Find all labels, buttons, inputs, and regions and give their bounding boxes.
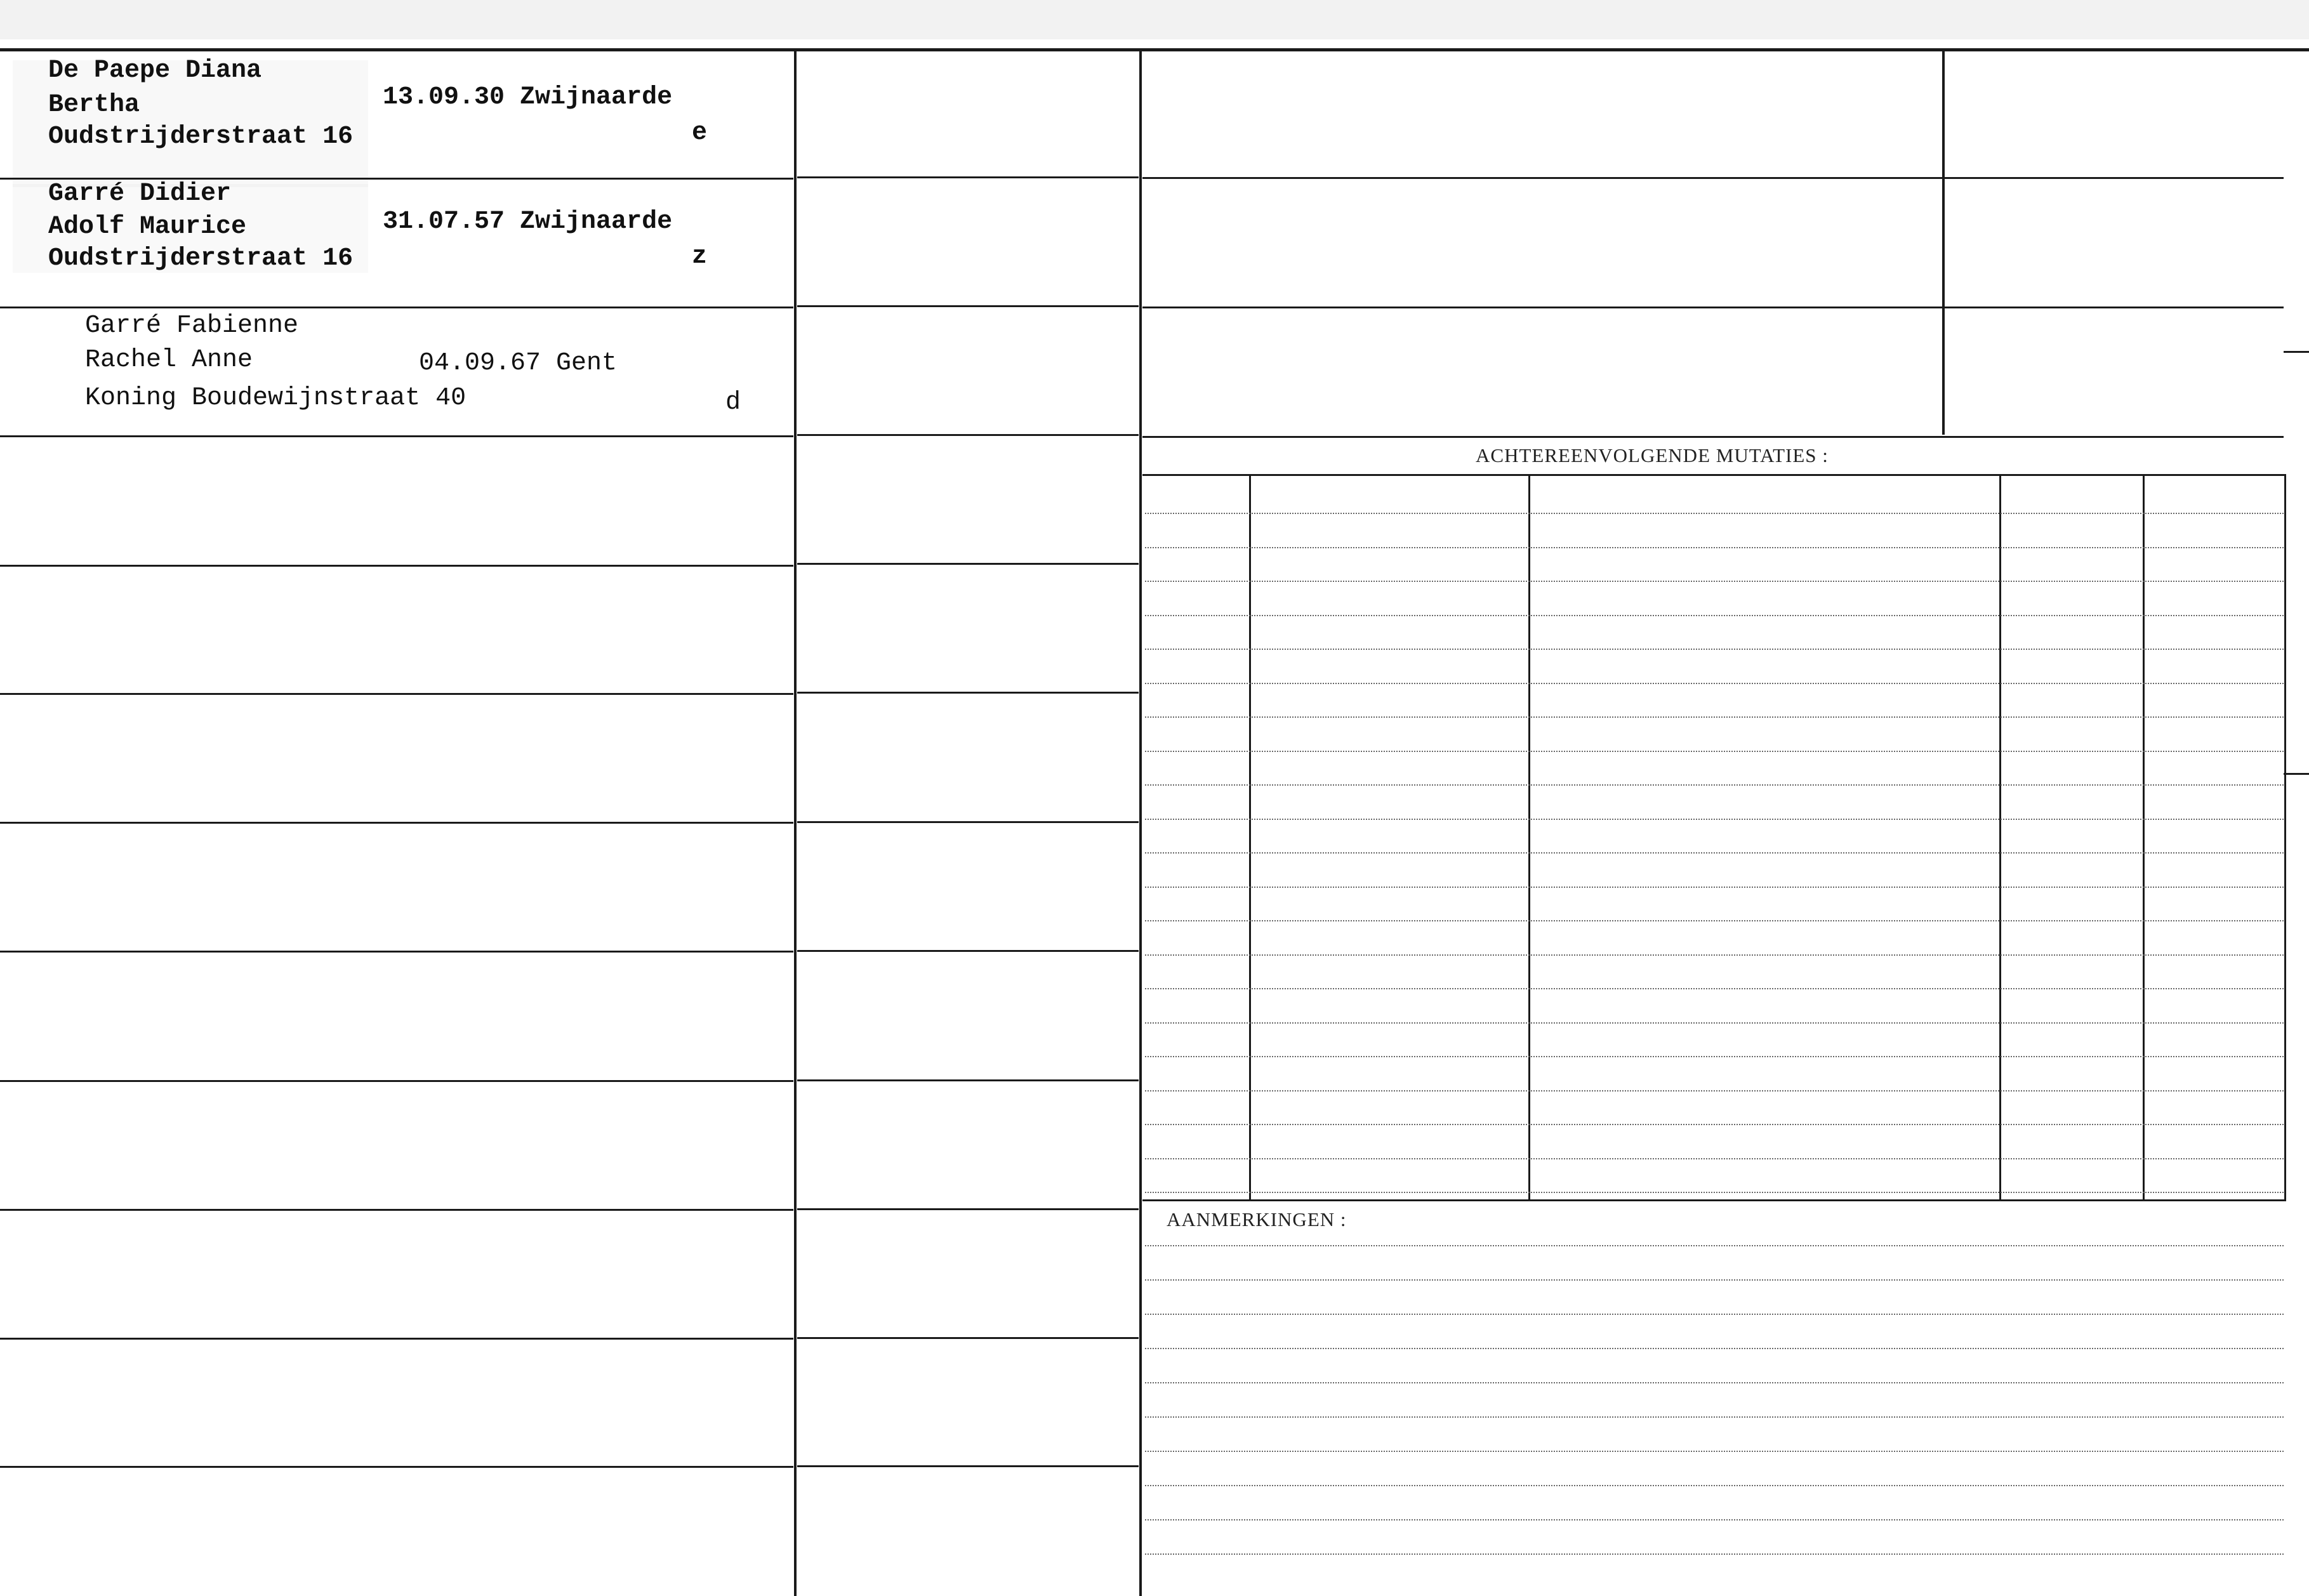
record-3-code: d bbox=[725, 388, 741, 417]
row-line bbox=[0, 1080, 793, 1082]
row-line bbox=[797, 1208, 1139, 1210]
mutation-ruled-line bbox=[1145, 784, 2284, 786]
row-line bbox=[797, 1079, 1139, 1081]
remark-ruled-line bbox=[1145, 1485, 2284, 1486]
remark-ruled-line bbox=[1145, 1348, 2284, 1349]
mutation-ruled-line bbox=[1145, 954, 2284, 956]
top-rule bbox=[0, 48, 2309, 51]
mutations-top-rule bbox=[1142, 474, 2286, 476]
margin-tick bbox=[2284, 773, 2309, 775]
remark-ruled-line bbox=[1145, 1416, 2284, 1418]
record-1-birth: 13.09.30 Zwijnaarde bbox=[383, 83, 673, 112]
mutations-bottom-rule bbox=[1142, 1199, 2286, 1201]
mutation-ruled-line bbox=[1145, 649, 2284, 650]
mutations-col-line bbox=[2284, 476, 2286, 1199]
mutation-ruled-line bbox=[1145, 581, 2284, 582]
remark-ruled-line bbox=[1145, 1279, 2284, 1281]
mutation-ruled-line bbox=[1145, 988, 2284, 989]
row-line bbox=[1142, 177, 2284, 179]
column-divider-1 bbox=[794, 51, 797, 1596]
mutation-ruled-line bbox=[1145, 716, 2284, 718]
record-3-name: Garré Fabienne bbox=[85, 312, 299, 340]
row-line bbox=[797, 434, 1139, 436]
row-line bbox=[0, 951, 793, 953]
remark-ruled-line bbox=[1145, 1553, 2284, 1555]
margin-tick bbox=[2284, 351, 2309, 353]
column-divider-2 bbox=[1139, 51, 1142, 1596]
mutation-ruled-line bbox=[1145, 1124, 2284, 1125]
row-line bbox=[797, 305, 1139, 307]
row-line bbox=[0, 435, 793, 437]
record-1-name: De Paepe Diana bbox=[48, 56, 262, 85]
mutations-heading: ACHTEREENVOLGENDE MUTATIES : bbox=[1476, 444, 1829, 466]
record-3-address: Koning Boudewijnstraat 40 bbox=[85, 384, 466, 412]
row-line bbox=[0, 307, 793, 308]
row-line bbox=[797, 563, 1139, 565]
row-line bbox=[0, 1466, 793, 1468]
record-2-middle-names: Adolf Maurice bbox=[48, 213, 247, 241]
mutation-ruled-line bbox=[1145, 819, 2284, 820]
mutation-ruled-line bbox=[1145, 547, 2284, 548]
mutation-ruled-line bbox=[1145, 1090, 2284, 1091]
mutation-ruled-line bbox=[1145, 920, 2284, 921]
remark-ruled-line bbox=[1145, 1382, 2284, 1383]
row-line bbox=[797, 821, 1139, 823]
row-line bbox=[0, 1338, 793, 1340]
mutation-ruled-line bbox=[1145, 1158, 2284, 1159]
record-2-name: Garré Didier bbox=[48, 180, 232, 208]
column-divider-3 bbox=[1942, 51, 1945, 435]
remarks-heading: AANMERKINGEN : bbox=[1167, 1208, 1347, 1230]
remark-ruled-line bbox=[1145, 1245, 2284, 1246]
mutation-ruled-line bbox=[1145, 1192, 2284, 1193]
row-line bbox=[1142, 307, 2284, 308]
record-2-birth: 31.07.57 Zwijnaarde bbox=[383, 208, 673, 236]
record-1-address: Oudstrijderstraat 16 bbox=[48, 122, 354, 151]
record-3-middle-names: Rachel Anne bbox=[85, 346, 253, 374]
mutation-ruled-line bbox=[1145, 1022, 2284, 1024]
mutation-ruled-line bbox=[1145, 513, 2284, 514]
mutation-ruled-line bbox=[1145, 615, 2284, 616]
mutation-ruled-line bbox=[1145, 852, 2284, 854]
row-line bbox=[797, 692, 1139, 694]
row-line bbox=[797, 176, 1139, 178]
record-2-address: Oudstrijderstraat 16 bbox=[48, 244, 354, 273]
remark-ruled-line bbox=[1145, 1519, 2284, 1520]
row-line bbox=[0, 822, 793, 824]
mutation-ruled-line bbox=[1145, 751, 2284, 752]
row-line bbox=[0, 693, 793, 695]
remark-ruled-line bbox=[1145, 1451, 2284, 1452]
record-1-middle-names: Bertha bbox=[48, 91, 140, 119]
mutation-ruled-line bbox=[1145, 683, 2284, 684]
row-line bbox=[797, 950, 1139, 952]
mutation-ruled-line bbox=[1145, 887, 2284, 888]
row-line bbox=[0, 565, 793, 567]
record-2-code: z bbox=[692, 242, 708, 271]
scan-noise bbox=[0, 0, 2309, 39]
mutation-ruled-line bbox=[1145, 1056, 2284, 1057]
record-1-code: e bbox=[692, 119, 708, 147]
row-line bbox=[1142, 436, 2284, 438]
record-3-birth: 04.09.67 Gent bbox=[419, 349, 618, 378]
row-line bbox=[797, 1465, 1139, 1467]
row-line bbox=[797, 1337, 1139, 1339]
remark-ruled-line bbox=[1145, 1314, 2284, 1315]
row-line bbox=[0, 1209, 793, 1211]
